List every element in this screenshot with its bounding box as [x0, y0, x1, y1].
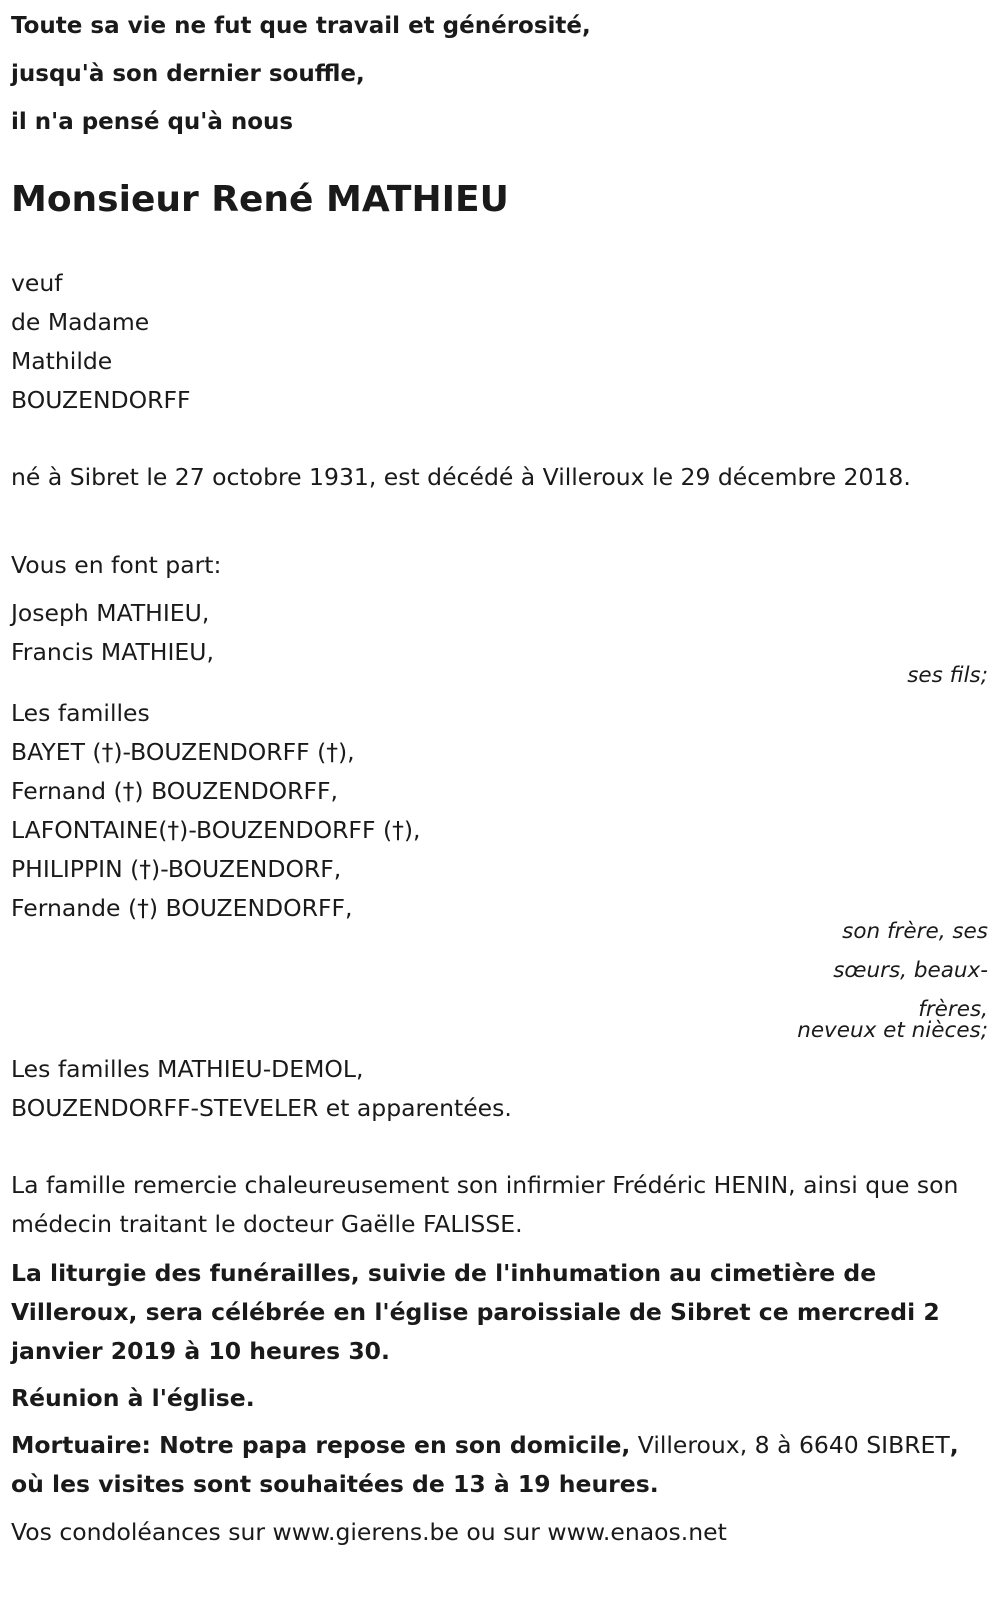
widower-line: de Madame — [11, 308, 150, 336]
widower-line: BOUZENDORFF — [11, 386, 191, 414]
son-name: Francis MATHIEU, — [11, 638, 214, 666]
widower-line: veuf — [11, 269, 63, 297]
verse-line: jusqu'à son dernier souffle, — [11, 61, 365, 87]
widower-line: Mathilde — [11, 347, 113, 375]
relation-line: sœurs, beaux- — [833, 958, 988, 983]
families-relation — [788, 912, 988, 1029]
verse — [11, 14, 591, 158]
family-name: BAYET (†)-BOUZENDORFF (†), — [11, 738, 355, 766]
family-name: LAFONTAINE(†)-BOUZENDORFF (†), — [11, 816, 421, 844]
announcement-intro: Vous en font part: — [11, 551, 222, 579]
sons-list — [11, 594, 214, 672]
verse-line: il n'a pensé qu'à nous — [11, 109, 294, 135]
other-families — [11, 1050, 512, 1128]
family-name: Fernande (†) BOUZENDORFF, — [11, 894, 353, 922]
son-name: Joseph MATHIEU, — [11, 599, 210, 627]
birth-death-statement: né à Sibret le 27 octobre 1931, est décédé à Villeroux le 29 décembre 2018. — [11, 463, 911, 491]
widower-info — [11, 264, 190, 420]
family-name: Fernand (†) BOUZENDORFF, — [11, 777, 339, 805]
mortuary-bold-start: Mortuaire: Notre papa repose en son domicile, — [11, 1431, 631, 1459]
deceased-name: Monsieur René MATHIEU — [11, 179, 509, 220]
relation-line: son frère, ses — [842, 919, 988, 944]
liturgy-details: La liturgie des funérailles, suivie de l'inhumation au cimetière de Villeroux, sera célébrée en l'église paroissiale de Sibret ce mercredi 2 janvier 2019 à 10 heures 30. — [11, 1259, 940, 1365]
meeting-note: Réunion à l'église. — [11, 1384, 255, 1412]
relation-line: frères, — [918, 997, 988, 1022]
condolences-note: Vos condoléances sur www.gierens.be ou sur www.enaos.net — [11, 1518, 727, 1546]
sons-relation: ses fils; — [907, 663, 988, 688]
verse-line: Toute sa vie ne fut que travail et générosité, — [11, 13, 591, 39]
families-list — [11, 694, 421, 928]
mortuary-details — [11, 1426, 971, 1504]
family-name: PHILIPPIN (†)-BOUZENDORF, — [11, 855, 342, 883]
families-intro: Les familles — [11, 699, 150, 727]
mortuary-address: Villeroux, 8 à 6640 SIBRET — [630, 1431, 950, 1459]
other-family-line: BOUZENDORFF-STEVELER et apparentées. — [11, 1094, 512, 1122]
families-relation-last: neveux et nièces; — [797, 1018, 988, 1043]
other-family-line: Les familles MATHIEU-DEMOL, — [11, 1055, 364, 1083]
thanks-note: La famille remercie chaleureusement son infirmier Frédéric HENIN, ainsi que son médecin traitant le docteur Gaëlle FALISSE. — [11, 1171, 959, 1238]
mortuary-bold-end: , où les visites sont souhaitées de 13 à 19 heures. — [11, 1431, 959, 1498]
